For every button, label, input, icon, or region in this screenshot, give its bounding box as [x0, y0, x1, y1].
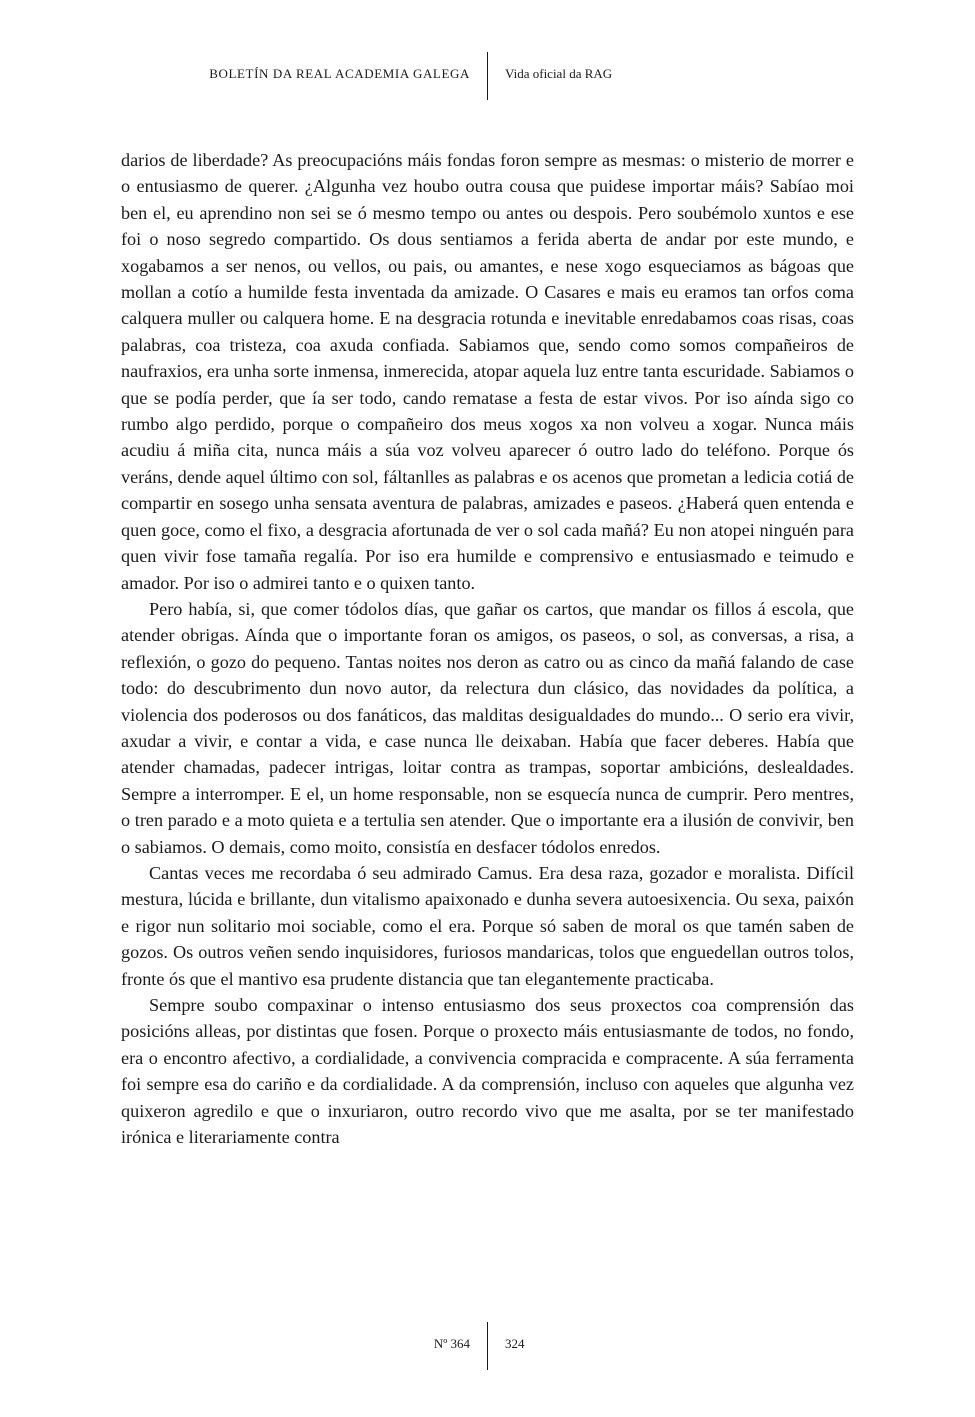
section-title: Vida oficial da RAG: [505, 66, 613, 81]
paragraph: Sempre soubo compaxinar o intenso entusiasmo dos seus proxectos coa comprensión das posicións alleas, por distintas que fosen. Porque o proxecto máis entusiasmante de todos, no fondo, era o encontro afectivo, a cordialidade, a convivencia compracida e compracente. A súa ferramenta foi sempre esa do cariño e da cordialidade. A da comprensión, incluso con aqueles que algunha vez quixeron agredilo e que o inxuriaron, outro recordo vivo que me asalta, por se ter manifestado irónica e literariamente contra: [121, 995, 854, 1148]
running-header: [0, 52, 975, 100]
paragraph: darios de liberdade? As preocupacións máis fondas foron sempre as mesmas: o misterio de morrer e o entusiasmo de querer. ¿Algunha vez houbo outra cousa que puidese importar máis? Sabíao moi ben el, eu aprendino non sei se ó mesmo tempo ou antes ou despois. Pero soubémolo xuntos e ese foi o noso segredo compartido. Os dous sentiamos a ferida aberta de andar por este mundo, e xogabamos a ser nenos, ou vellos, ou pais, ou amantes, e nese xogo esqueciamos as bágoas que mollan a cotío a humilde festa inventada da amizade. O Casares e mais eu eramos tan orfos coma calquera muller ou calquera home. E na desgracia rotunda e inevitable enredabamos coas risas, coas palabras, coa tristeza, coa axuda confiada. Sabiamos que, sendo como somos compañeiros de naufraxios, era unha sorte inmensa, inmerecida, atopar aquela luz entre tanta escuridade. Sabiamos o que se podía perder, que ía ser todo, cando rematase a festa de estar vivos. Por iso aínda sigo co rumbo algo perdido, porque o compañeiro dos meus xogos xa non volveu a xogar. Nunca máis acudiu á miña cita, nunca máis a súa voz volveu aparecer ó outro lado do teléfono. Porque ós veráns, dende aquel último con sol, fáltanlles as palabras e os acenos que prometan a ledicia cotiá de compartir en sosego unha sensata aventura de palabras, amizades e paseos. ¿Haberá quen entenda e quen goce, como el fixo, a desgracia afortunada de ver o sol cada mañá? Eu non atopei ninguén para quen vivir fose tamaña regalía. Por iso era humilde e comprensivo e entusiasmado e teimudo e amador. Por iso o admirei tanto e o quixen tanto.: [121, 150, 854, 593]
page-number: 324: [505, 1336, 525, 1351]
footer-divider: [487, 1322, 488, 1370]
paragraph: Cantas veces me recordaba ó seu admirado Camus. Era desa raza, gozador e moralista. Difícil mestura, lúcida e brillante, dun vitalismo apaixonado e dunha severa autoesixencia. Ou sexa, paixón e rigor nun solitario moi sociable, como el era. Porque só saben de moral os que tamén saben de gozos. Os outros veñen sendo inquisidores, furiosos mandaricas, tolos que enguedellan outros tolos, fronte ós que el mantivo esa prudente distancia que tan elegantemente practicaba.: [121, 862, 854, 989]
article-body: [121, 147, 854, 1150]
running-footer: [0, 1322, 975, 1370]
paragraph: Pero había, si, que comer tódolos días, que gañar os cartos, que mandar os fillos á escola, que atender obrigas. Aínda que o importante foran os amigos, os paseos, o sol, as conversas, a risa, a reflexión, o gozo do pequeno. Tantas noites nos deron as catro ou as cinco da mañá falando de case todo: do descubrimento dun novo autor, da relectura dun clásico, das novidades da política, a violencia dos poderosos ou dos fanáticos, das malditas desigualdades do mundo... O serio era vivir, axudar a vivir, e contar a vida, e case nunca lle deixaban. Había que facer deberes. Había que atender chamadas, padecer intrigas, loitar contra as trampas, soportar ambicións, deslealdades. Sempre a interromper. E el, un home responsable, non se esquecía nunca de cumprir. Pero mentres, o tren parado e a moto quieta e a tertulia sen atender. Que o importante era a ilusión de convivir, ben o sabiamos. O demais, como moito, consistía en desfacer tódolos enredos.: [121, 598, 854, 857]
journal-title: BOLETÍN DA REAL ACADEMIA GALEGA: [209, 66, 470, 81]
issue-number: Nº 364: [433, 1336, 470, 1351]
header-divider: [487, 52, 488, 100]
